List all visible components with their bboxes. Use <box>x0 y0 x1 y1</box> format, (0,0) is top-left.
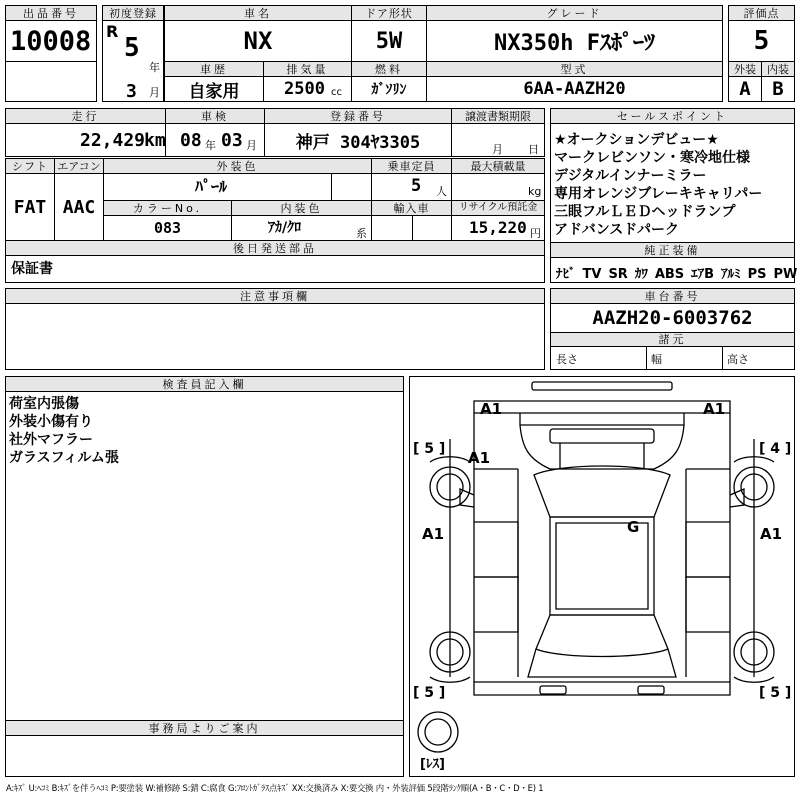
ext-color-code-cell <box>331 173 372 201</box>
equipment-nav: ﾅﾋﾞ <box>556 267 576 282</box>
recycle-amount: 15,220 <box>469 218 527 237</box>
grade-cell <box>426 20 723 62</box>
inspector-label: 検査員記入欄 <box>5 376 404 392</box>
lot-no: 10008 <box>10 26 92 57</box>
first-reg-label: 初度登録 <box>102 5 164 21</box>
sales-point-item: 専用オレンジブレーキキャリパー <box>554 186 763 202</box>
lot-no-label: 出品番号 <box>5 5 97 21</box>
insp-year-unit: 年 <box>205 139 216 152</box>
km-unit: km <box>144 130 166 151</box>
inspector-note: ガラスフィルム張 <box>9 450 119 466</box>
sales-point-item: ★オークションデビュー★ <box>554 132 719 148</box>
era: R <box>106 22 119 41</box>
inspector-notes <box>5 391 404 721</box>
year-unit: 年 <box>149 61 160 74</box>
displacement-label: 排気量 <box>263 61 352 77</box>
equipment-cell <box>550 257 798 283</box>
color-no-cell <box>103 215 232 241</box>
width-label: 幅 <box>651 353 662 366</box>
shift: FAT <box>13 196 47 218</box>
month-unit: 月 <box>149 86 160 99</box>
exterior-score: A <box>739 78 751 100</box>
grade: NX350h Fｽﾎﾟｰﾂ <box>494 30 655 56</box>
ext-color-label: 外装色 <box>103 158 372 174</box>
fuel: ｶﾞｿﾘﾝ <box>371 82 407 98</box>
car-diagram <box>409 376 795 777</box>
fuel-cell <box>351 76 427 102</box>
ext-color: ﾊﾟｰﾙ <box>195 177 228 196</box>
door-label: ドア形状 <box>351 5 427 21</box>
reg-month: 3 <box>126 81 137 102</box>
sales-point-label: セールスポイント <box>550 108 795 124</box>
kei-unit: 系 <box>356 227 367 240</box>
cc-unit: cc <box>331 87 342 98</box>
history-cell <box>164 76 264 102</box>
later-parts-cell <box>5 255 545 283</box>
mileage-label: 走行 <box>5 108 166 124</box>
sales-point-item: デジタルインナーミラー <box>554 168 707 184</box>
office-cell <box>5 735 404 777</box>
import-cell-b <box>412 215 452 241</box>
height-label: 高さ <box>727 353 749 366</box>
car-name-cell <box>164 20 352 62</box>
exterior-cell <box>728 76 762 102</box>
transfer-month-unit: 月 <box>492 143 503 156</box>
inspection-label: 車検 <box>165 108 265 124</box>
capacity: 5 <box>411 176 422 196</box>
equipment-leather: ｶﾜ <box>634 267 648 282</box>
legend: A:ｷｽﾞ U:ﾍｺﾐ B:ｷｽﾞを伴うﾍｺﾐ P:要塗装 W:補修跡 S:錆 C:腐食 G:ﾌﾛﾝﾄｶﾞﾗｽ点ｷｽﾞ XX:交換済み X:要交換 内・外装評価 5段階ﾗﾝｸ順(A・B・C・D・E) 1 <box>6 783 544 793</box>
transfer-day-unit: 日 <box>528 143 539 156</box>
shift-cell <box>5 173 55 241</box>
reg-no: 神戸 304ﾔ3305 <box>295 132 421 153</box>
displacement: 2500 <box>284 79 325 99</box>
int-color-label: 内装色 <box>231 200 372 216</box>
history: 自家用 <box>188 81 240 102</box>
damage-side-left: A1 <box>422 525 445 543</box>
color-no: 083 <box>153 219 182 237</box>
aircon-cell <box>54 173 104 241</box>
car-name-label: 車名 <box>164 5 352 21</box>
insp-month-unit: 月 <box>246 139 257 152</box>
reg-no-cell <box>264 123 452 157</box>
equipment-tv: TV <box>582 267 602 282</box>
equipment-abs: ABS <box>654 267 685 282</box>
reg-no-label: 登録番号 <box>264 108 452 124</box>
persons-unit: 人 <box>436 185 447 198</box>
insp-year: 08 <box>180 130 202 151</box>
import-cell-a <box>371 215 413 241</box>
aircon: AAC <box>62 196 96 218</box>
chassis-no: AAZH20-6003762 <box>592 307 753 329</box>
spare-tire: [ﾚｽ] <box>420 757 445 772</box>
door-cell <box>351 20 427 62</box>
aircon-label: エアコン <box>54 158 104 174</box>
car-name: NX <box>243 27 273 55</box>
equipment-sr: SR <box>608 267 628 282</box>
damage-side-right: A1 <box>760 525 783 543</box>
tire-rear-right: [ 5 ] <box>759 685 792 701</box>
office-label: 事務局よりご案内 <box>5 720 404 736</box>
capacity-label: 乗車定員 <box>371 158 452 174</box>
yen-unit: 円 <box>530 227 541 240</box>
inspector-note: 社外マフラー <box>9 432 93 448</box>
model-label: 型式 <box>426 61 723 77</box>
equipment-airbag: ｴｱB <box>691 267 715 282</box>
sales-point-item: マークレビンソン・寒冷地仕様 <box>554 150 750 166</box>
interior-score: B <box>772 78 784 100</box>
specs-label: 諸元 <box>550 332 795 347</box>
insp-month: 03 <box>221 130 243 151</box>
model-cell <box>426 76 723 102</box>
sales-points <box>550 123 795 243</box>
history-label: 車歴 <box>164 61 264 77</box>
score: 5 <box>753 26 770 56</box>
mileage: 22,429 <box>80 130 146 151</box>
max-load-label: 最大積載量 <box>451 158 545 174</box>
color-no-label: カラーNo. <box>103 200 232 216</box>
interior-label: 内装 <box>761 61 795 77</box>
equipment-label: 純正装備 <box>550 242 795 258</box>
damage-roof: G <box>627 518 640 536</box>
door: 5W <box>375 28 403 54</box>
chassis-label: 車台番号 <box>550 288 795 304</box>
inspector-note: 外装小傷有り <box>9 414 93 430</box>
exterior-label: 外装 <box>728 61 762 77</box>
model: 6AA-AAZH20 <box>523 79 626 99</box>
inspector-note: 荷室内張傷 <box>9 396 79 412</box>
tire-front-right: [ 4 ] <box>759 441 792 457</box>
later-parts-label: 後日発送部品 <box>5 240 545 256</box>
transfer-label: 譲渡書類期限 <box>451 108 545 124</box>
length-label: 長さ <box>556 353 578 366</box>
tire-front-left: [ 5 ] <box>413 441 446 457</box>
chassis-cell <box>550 303 795 333</box>
damage-front-right: A1 <box>703 400 726 418</box>
damage-hood: A1 <box>468 449 491 467</box>
fuel-label: 燃料 <box>351 61 427 77</box>
notes-label: 注意事項欄 <box>5 288 545 304</box>
score-label: 評価点 <box>728 5 795 21</box>
import-label: 輸入車 <box>371 200 452 216</box>
equipment-ps: PS <box>747 267 767 282</box>
sales-point-item: アドバンスドパーク <box>554 222 680 238</box>
reg-year: 5 <box>124 33 140 63</box>
grade-label: グレード <box>426 5 723 21</box>
lot-no-extra-cell <box>5 61 97 102</box>
shift-label: シフト <box>5 158 55 174</box>
notes-cell <box>5 303 545 370</box>
equipment-alloy: ｱﾙﾐ <box>721 267 741 282</box>
damage-front-left: A1 <box>480 400 503 418</box>
recycle-label: リサイクル預託金 <box>451 200 545 216</box>
sales-point-item: 三眼フルＬＥＤヘッドランプ <box>554 204 736 220</box>
equipment-pw: PW <box>773 267 798 282</box>
tire-rear-left: [ 5 ] <box>413 685 446 701</box>
later-parts: 保証書 <box>11 261 53 277</box>
interior-cell <box>761 76 795 102</box>
kg-unit: kg <box>528 185 542 198</box>
int-color: ｱｶ/ｸﾛ <box>268 220 302 236</box>
score-cell <box>728 20 795 62</box>
car-diagram-svg <box>410 377 794 776</box>
int-color-cell <box>231 215 372 241</box>
